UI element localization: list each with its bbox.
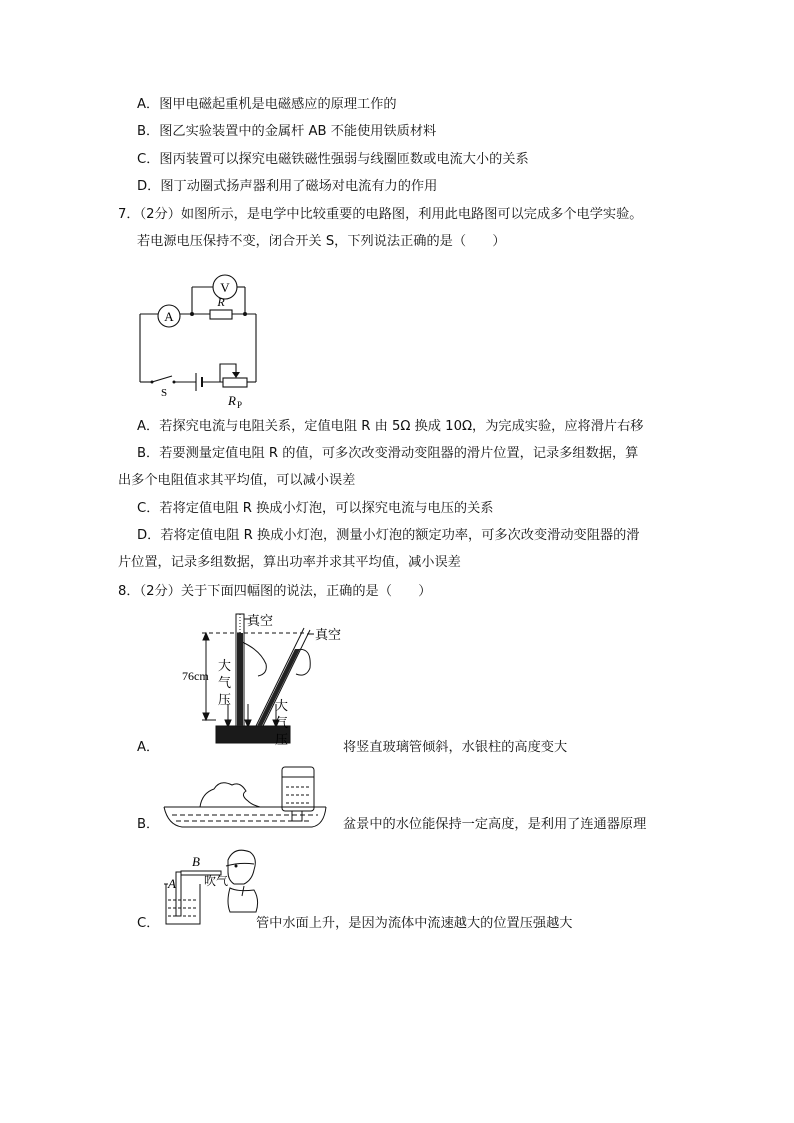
q7-option-d-line2: 片位置，记录多组数据，算出功率并求其平均值，减小误差: [118, 555, 461, 570]
blow-label: 吹气: [204, 874, 229, 888]
label-a: A: [168, 876, 176, 891]
q7-option-a: A．若探究电流与电阻关系，定值电阻 R 由 5Ω 换成 10Ω，为完成实验，应将滑片右移: [137, 419, 644, 434]
q6-option-d: D．图丁动圈式扬声器利用了磁场对电流有力的作用: [137, 179, 438, 194]
q8-option-c-text: 管中水面上升，是因为流体中流速越大的位置压强越大: [256, 916, 573, 931]
q6-option-a: A．图甲电磁起重机是电磁感应的原理工作的: [137, 97, 397, 112]
atm-label-1a: 大: [218, 658, 232, 673]
q7-option-b-line1: B．若要测量定值电阻 R 的值，可多次改变滑动变阻器的滑片位置，记录多组数据，算: [137, 446, 639, 461]
ammeter-label: A: [164, 309, 174, 324]
rheostat-icon: [223, 378, 247, 387]
q7-circuit-diagram: [130, 260, 270, 410]
q7-stem-line1: 7．（2分）如图所示，是电学中比较重要的电路图，利用此电路图可以完成多个电学实验。: [118, 207, 643, 222]
q7-option-c: C．若将定值电阻 R 换成小灯泡，可以探究电流与电压的关系: [137, 501, 494, 516]
atm-label-1b: 气: [218, 675, 232, 690]
vacuum-label-1: 真空: [247, 613, 274, 628]
q7-option-b-line2: 出多个电阻值求其平均值，可以减小误差: [118, 473, 356, 488]
q8-stem: 8．（2分）关于下面四幅图的说法，正确的是（ ）: [118, 584, 432, 599]
q7-option-d-line1: D．若将定值电阻 R 换成小灯泡，测量小灯泡的额定功率，可多次改变滑动变阻器的滑: [137, 528, 640, 543]
label-b: B: [192, 854, 200, 869]
atm-label-2b: 气: [275, 715, 289, 730]
atm-label-2c: 压: [275, 732, 289, 747]
atm-label-2a: 大: [275, 698, 289, 713]
q8-option-b-text: 盆景中的水位能保持一定高度，是利用了连通器原理: [343, 817, 647, 832]
atm-label-1c: 压: [218, 692, 232, 707]
switch-icon: [152, 376, 172, 382]
resistor-icon: [210, 310, 232, 319]
resistor-label: R: [217, 295, 225, 309]
rheostat-subscript: P: [237, 400, 243, 410]
q7-stem-line2: 若电源电压保持不变，闭合开关 S，下列说法正确的是（ ）: [137, 234, 506, 249]
q8-option-a-text: 将竖直玻璃管倾斜，水银柱的高度变大: [343, 740, 568, 755]
rheostat-label: R: [228, 393, 236, 408]
q8-option-a-label: A．: [137, 740, 160, 755]
q8-option-b-label: B．: [137, 817, 160, 832]
q6-option-b: B．图乙实验装置中的金属杆 AB 不能使用铁质材料: [137, 124, 437, 139]
switch-label: S: [160, 387, 168, 399]
q8-figure-c-blowing: [160, 844, 260, 930]
q8-figure-a-torricelli: [176, 606, 346, 754]
height-label: 76cm: [182, 669, 209, 683]
q8-option-c-label: C．: [137, 916, 160, 931]
vacuum-label-2: 真空: [315, 627, 342, 642]
q6-option-c: C．图丙装置可以探究电磁铁磁性强弱与线圈匝数或电流大小的关系: [137, 152, 529, 167]
voltmeter-label: V: [220, 280, 230, 295]
q8-figure-b-bonsai: [160, 763, 340, 835]
